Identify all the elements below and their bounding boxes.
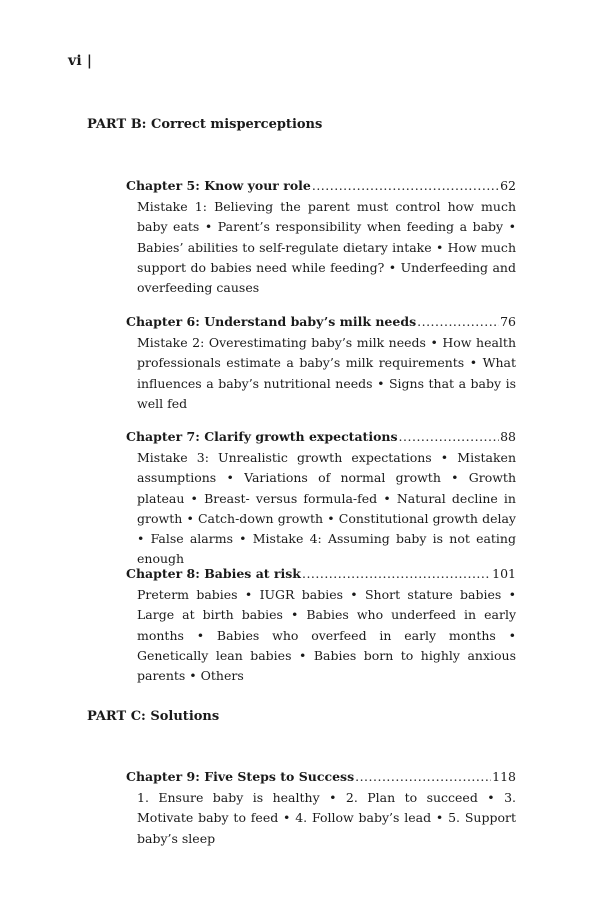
- toc-entry-chapter-7[interactable]: [126, 428, 516, 570]
- chapter-heading-line: [126, 177, 516, 195]
- chapter-description: Mistake 2: Overestimating baby’s milk needs • How health professionals estimate a baby’s milk requirements • What influences a baby’s nutritional needs • Signs that a baby is well fed: [137, 335, 516, 411]
- chapter-page-number: 118: [492, 769, 516, 784]
- chapter-heading-line: [126, 565, 516, 583]
- part-heading: PART C: Solutions: [87, 709, 220, 724]
- dot-leader: [302, 565, 491, 583]
- toc-entry-chapter-8[interactable]: [126, 565, 516, 686]
- toc-entry-chapter-6[interactable]: [126, 313, 516, 414]
- chapter-title: Chapter 5: Know your role: [126, 178, 311, 193]
- toc-entry-chapter-9[interactable]: [126, 768, 516, 849]
- chapter-description: Mistake 3: Unrealistic growth expectations • Mistaken assumptions • Variations of normal growth • Growth plateau • Breast- versus formula-fed • Natural decline in growth • Catch-down growth • Constitutional growth delay • False alarms • Mistake 4: Assuming baby is not eating enough: [137, 450, 516, 567]
- dot-leader: [417, 313, 499, 331]
- dot-leader: [355, 768, 491, 786]
- chapter-title: Chapter 6: Understand baby’s milk needs: [126, 314, 417, 329]
- running-head: vi |: [68, 53, 93, 69]
- chapter-title: Chapter 8: Babies at risk: [126, 566, 301, 581]
- chapter-title: Chapter 7: Clarify growth expectations: [126, 429, 398, 444]
- dot-leader: [399, 428, 500, 446]
- chapter-page-number: 101: [492, 566, 516, 581]
- chapter-page-number: 88: [500, 429, 516, 444]
- chapter-heading-line: [126, 768, 516, 786]
- toc-entry-chapter-5[interactable]: [126, 177, 516, 298]
- chapter-heading-line: [126, 428, 516, 446]
- chapter-title: Chapter 9: Five Steps to Success: [126, 769, 355, 784]
- dot-leader: [312, 177, 499, 195]
- chapter-description: Mistake 1: Believing the parent must control how much baby eats • Parent’s responsibility when feeding a baby • Babies’ abilities to self-regulate dietary intake • How much support do babies need while feeding? • Underfeeding and overfeeding causes: [137, 199, 516, 296]
- chapter-heading-line: [126, 313, 516, 331]
- chapter-description: 1. Ensure baby is healthy • 2. Plan to succeed • 3. Motivate baby to feed • 4. Follow baby’s lead • 5. Support baby’s sleep: [137, 790, 516, 846]
- chapter-description: Preterm babies • IUGR babies • Short stature babies • Large at birth babies • Babies who underfeed in early months • Babies who overfeed in early months • Genetically lean babies • Babies born to highly anxious parents • Others: [137, 587, 516, 684]
- part-heading: PART B: Correct misperceptions: [87, 117, 323, 132]
- chapter-page-number: 76: [500, 314, 516, 329]
- chapter-page-number: 62: [500, 178, 516, 193]
